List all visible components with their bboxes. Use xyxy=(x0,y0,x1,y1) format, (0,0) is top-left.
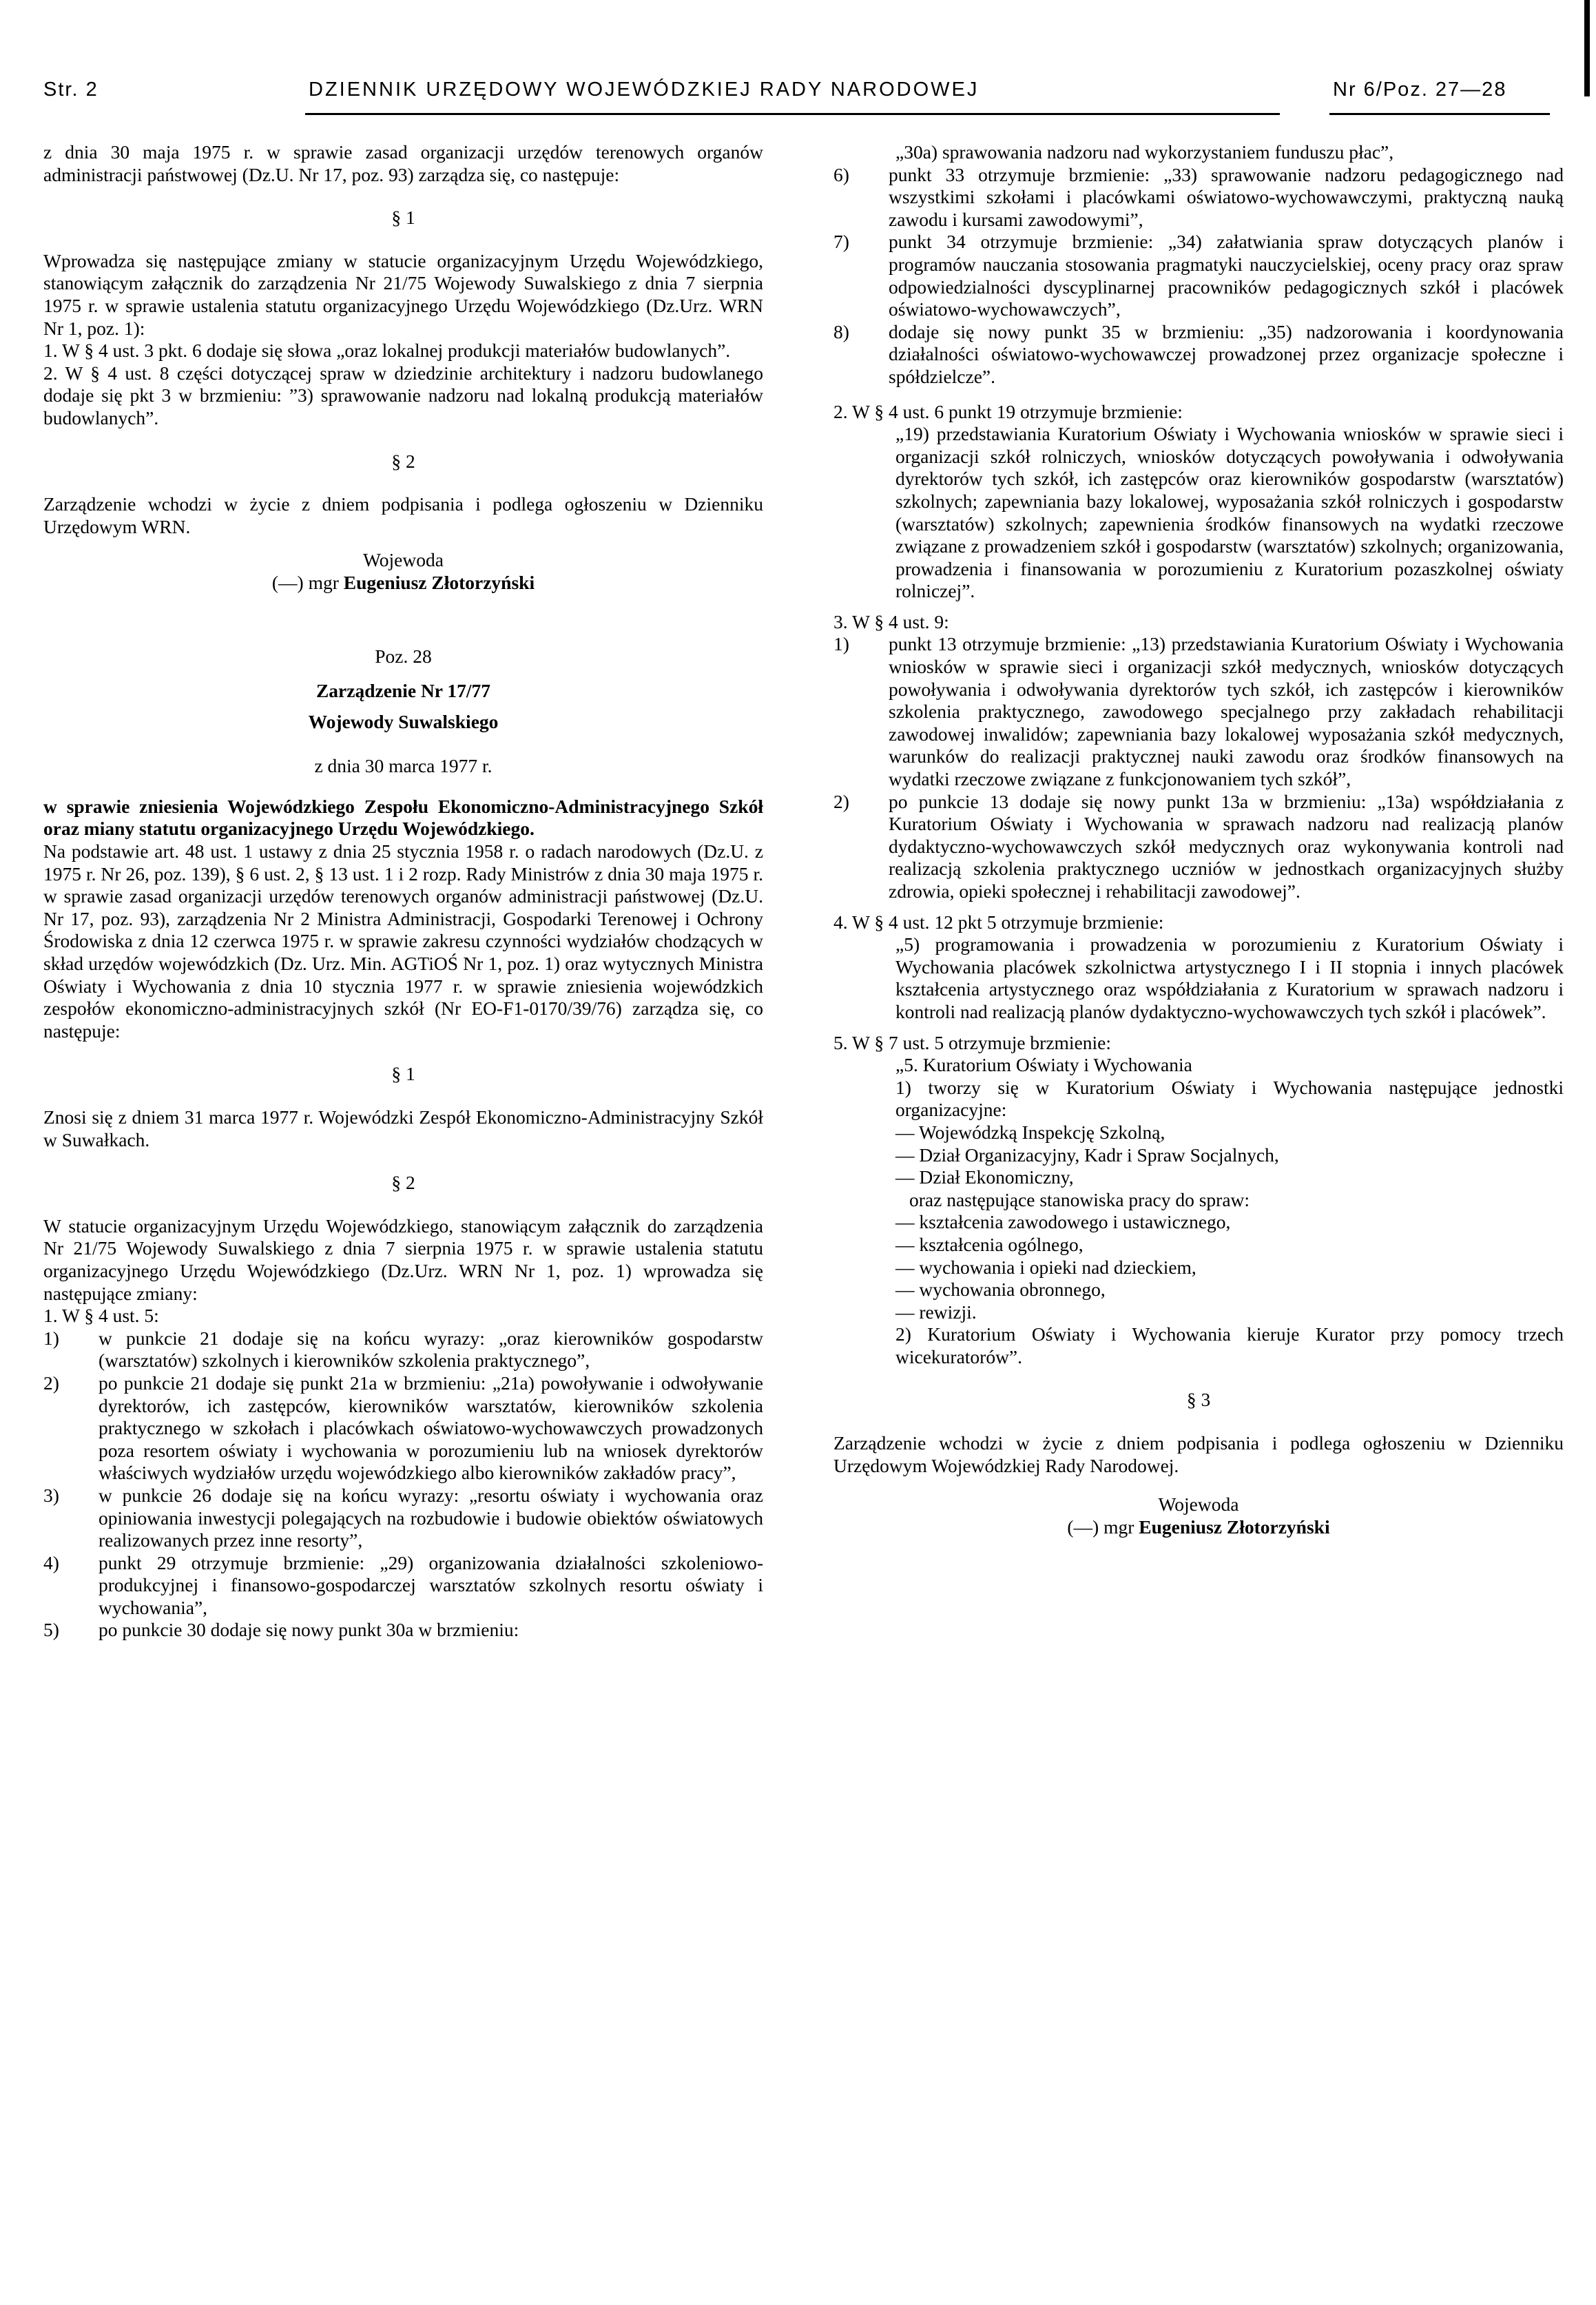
item-number: 6) xyxy=(833,163,849,185)
item-number: 8) xyxy=(833,320,849,342)
act-subject: w sprawie zniesienia Wojewódzkiego Zespołu Ekonomiczno-Administracyjnego Szkół oraz miany statutu organizacyjnego Urzędu Wojewódzkiego. xyxy=(43,795,763,840)
post-item: — wychowania obronnego, xyxy=(895,1279,1106,1301)
section-heading: § 2 xyxy=(391,1172,415,1194)
item-number: 1) xyxy=(43,1327,59,1349)
position-number: Poz. 28 xyxy=(375,645,432,667)
amendment-5-item-1: 1) tworzy się w Kuratorium Oświaty i Wychowania następujące jednostki organizacyjne: xyxy=(895,1076,1564,1121)
running-title: DZIENNIK URZĘDOWY WOJEWÓDZKIEJ RADY NARODOWEJ xyxy=(309,79,980,101)
amendment-list-heading: 1. W § 4 ust. 5: xyxy=(43,1305,159,1327)
item-number: 7) xyxy=(833,231,849,253)
act-date: z dnia 30 marca 1977 r. xyxy=(314,755,493,777)
posts-intro: oraz następujące stanowiska pracy do spraw: xyxy=(909,1188,1250,1210)
list-item xyxy=(43,1372,763,1485)
item-number: 2) xyxy=(833,790,849,812)
header-rule-right xyxy=(1329,113,1550,115)
signature-prefix: (—) mgr xyxy=(271,571,344,593)
list-item xyxy=(833,321,1564,389)
signature-name: Eugeniusz Złotorzyński xyxy=(1139,1516,1330,1538)
section-3-text: Zarządzenie wchodzi w życie z dniem podpisania i podlega ogłoszeniu w Dzienniku Urzędowym Wojewódzkiej Rady Narodowej. xyxy=(833,1432,1564,1476)
section-heading: § 1 xyxy=(391,207,415,229)
unit-item: — Dział Ekonomiczny, xyxy=(895,1166,1074,1188)
item-text: w punkcie 21 dodaje się na końcu wyrazy: „oraz kierowników gospodarstw (warsztatów) szkolnych i kierowników szkolenia praktycznego”, xyxy=(99,1327,763,1372)
amendment-2: 2. W § 4 ust. 8 części dotyczącej spraw w dziedzinie architektury i nadzoru budowlanego dodaje się pkt 3 w brzmieniu: ”3) sprawowanie nadzoru nad lokalną produkcją materiałów budowlanych”. xyxy=(43,362,763,428)
list-item xyxy=(833,633,1564,790)
paragraph-2-text: W statucie organizacyjnym Urzędu Wojewódzkiego, stanowiącym załącznik do zarządzenia Nr 21/75 Wojewody Suwalskiego z dnia 7 sierpnia 1975 r. w sprawie ustalenia statutu organizacyjnego Urzędu Wojewódzkiego (Dz.Urz. WRN Nr 1, poz. 1) wprowadza się następujące zmiany: xyxy=(43,1214,763,1304)
amendment-4-heading: 4. W § 4 ust. 12 pkt 5 otrzymuje brzmienie: xyxy=(833,911,1164,933)
amendment-2-text: „19) przedstawiania Kuratorium Oświaty i Wychowania wniosków w sprawie sieci i organizacji szkół rolniczych, wniosków dotyczących powoływania i odwoływania dyrektorów tych szkół, ich zastępców oraz kierowników gospodarstw (warsztatów) szkolnych; zapewniania bazy lokalowej, wyposażania szkół rolniczych i gospodarstw (warsztatów) szkolnych; zapewnienia środków finansowych na wydatki rzeczowe związane z prowadzeniem szkół i gospodarstw (warsztatów) szkolnych; organizowania, prowadzenia i finansowania w porozumieniu z Kuratorium pozaszkolnej oświaty rolniczej”. xyxy=(895,423,1564,602)
signature xyxy=(833,1516,1564,1539)
item-text: w punkcie 26 dodaje się na końcu wyrazy: „resortu oświaty i wychowania oraz opiniowania inwestycji polegających na rozbudowie i budowie obiektów oświatowych realizowanych przez inne resorty”, xyxy=(99,1484,763,1551)
section-heading: § 3 xyxy=(1186,1389,1211,1411)
signature-prefix: (—) mgr xyxy=(1067,1516,1139,1538)
issue-number: Nr 6/Poz. 27—28 xyxy=(1333,79,1507,101)
intro-text: z dnia 30 maja 1975 r. w sprawie zasad organizacji urzędów terenowych organów administracji państwowej (Dz.U. Nr 17, poz. 93) zarządza się, co następuje: xyxy=(43,141,763,185)
header-rule xyxy=(305,113,1280,115)
list-item xyxy=(43,1327,763,1372)
amendment-3-heading: 3. W § 4 ust. 9: xyxy=(833,610,949,632)
item-text: punkt 13 otrzymuje brzmienie: „13) przedstawiania Kuratorium Oświaty i Wychowania wniosków w sprawie sieci i organizacji szkół medycznych, wniosków dotyczących powoływania i odwoływania dyrektorów tych szkół, ich zastępców i kierowników szkolenia praktycznego, zawodowego specjalnego przy zakładach rehabilitacji zawodowej inwalidów; zapewniania bazy lokalowej wyposażania szkół medycznych, warunków do realizacji praktycznej nauki zawodu oraz środków finansowych na wydatki rzeczowe związane z funkcjonowaniem tych szkół”, xyxy=(889,633,1564,790)
signature-role: Wojewoda xyxy=(1158,1493,1239,1516)
item-number: 2) xyxy=(43,1372,59,1394)
section-2-text: Zarządzenie wchodzi w życie z dniem podpisania i podlega ogłoszeniu w Dzienniku Urzędowym WRN. xyxy=(43,493,763,537)
act-title: Zarządzenie Nr 17/77 xyxy=(315,680,491,702)
post-item: — wychowania i opieki nad dzieckiem, xyxy=(895,1256,1196,1278)
item-text: punkt 34 otrzymuje brzmienie: „34) załatwiania spraw dotyczących planów i programów nauczania stosowania pragmatyki nauczycielskiej, oceny pracy oraz spraw odpowiedzialności dyscyplinarnej pracowników pedagogicznych szkół i placówek oświatowo-wychowawczych”, xyxy=(889,231,1564,320)
item-text: po punkcie 13 dodaje się nowy punkt 13a w brzmieniu: „13a) współdziałania z Kuratorium Oświaty i Wychowania w sprawach nadzoru nad realizacją planów dydaktyczno-wychowawczych szkół medycznych oraz wykonywania kontroli nad realizacją szkolenia praktycznego uczniów w jednostkach organizacyjnych służby zdrowia, opieki społecznej i rehabilitacji zawodowej”. xyxy=(889,790,1564,902)
item-text: dodaje się nowy punkt 35 w brzmieniu: „35) nadzorowania i koordynowania działalności oświatowo-wychowawczej prowadzonej przez organizacje społeczne i spółdzielcze”. xyxy=(889,320,1564,387)
list-item xyxy=(43,1619,763,1642)
right-column xyxy=(833,141,1564,1538)
item-30a: „30a) sprawowania nadzoru nad wykorzystaniem funduszu płac”, xyxy=(895,141,1394,163)
item-text: po punkcie 21 dodaje się punkt 21a w brzmieniu: „21a) powoływanie i odwoływanie dyrektorów, ich zastępców, kierowników warsztatów, kierowników szkolenia praktycznego w szkołach i placówkach oświatowo-wychowawczych prowadzonych poza resortem oświaty i wychowania w porozumieniu lub na wniosek dyrektorów właściwych wydziałów urzędu wojewódzkiego albo kierowników zakładów pracy”, xyxy=(99,1372,763,1484)
post-item: — rewizji. xyxy=(895,1301,977,1323)
section-1-text: Wprowadza się następujące zmiany w statucie organizacyjnym Urzędu Wojewódzkiego, stanowiącym załącznik do zarządzenia Nr 21/75 Wojewody Suwalskiego z dnia 7 sierpnia 1975 r. w sprawie ustalenia statutu organizacyjnego Urzędu Wojewódzkiego (Dz.Urz. WRN Nr 1, poz. 1): xyxy=(43,249,763,339)
signature-role: Wojewoda xyxy=(363,549,444,571)
unit-item: — Dział Organizacyjny, Kadr i Spraw Socjalnych, xyxy=(895,1144,1279,1166)
amendment-5-item-2: 2) Kuratorium Oświaty i Wychowania kieruje Kurator przy pomocy trzech wicekuratorów”. xyxy=(895,1323,1564,1367)
signature xyxy=(43,572,763,595)
scan-edge-mark xyxy=(1584,0,1590,96)
list-item xyxy=(43,1552,763,1620)
item-number: 4) xyxy=(43,1551,59,1573)
item-text: po punkcie 30 dodaje się nowy punkt 30a w brzmieniu: xyxy=(99,1619,519,1641)
item-number: 3) xyxy=(43,1484,59,1506)
item-text: punkt 33 otrzymuje brzmienie: „33) sprawowanie nadzoru pedagogicznego nad wszystkimi szkołami i placówkami oświatowo-wychowawczymi, praktyczną nauką zawodu i kursami zawodowymi”, xyxy=(889,163,1564,230)
amendment-5-heading: 5. W § 7 ust. 5 otrzymuje brzmienie: xyxy=(833,1031,1112,1053)
amendment-5-title: „5. Kuratorium Oświaty i Wychowania xyxy=(895,1054,1192,1076)
unit-item: — Wojewódzką Inspekcję Szkolną, xyxy=(895,1121,1165,1143)
list-item xyxy=(833,164,1564,231)
post-item: — kształcenia ogólnego, xyxy=(895,1233,1084,1255)
list-item xyxy=(43,1485,763,1552)
amendment-4-text: „5) programowania i prowadzenia w porozumieniu z Kuratorium Oświaty i Wychowania placówek szkolnictwa artystycznego I i II stopnia i innych placówek kształcenia artystycznego oraz współdziałania z Kuratorium w sprawach nadzoru i kontroli nad realizacją planów dydaktyczno-wychowawczych tych szkół i placówek”. xyxy=(895,933,1564,1022)
item-number: 5) xyxy=(43,1619,59,1641)
item-number: 1) xyxy=(833,633,849,655)
page-number: Str. 2 xyxy=(43,79,99,101)
list-item xyxy=(833,791,1564,903)
left-column xyxy=(43,141,763,1642)
post-item: — kształcenia zawodowego i ustawicznego, xyxy=(895,1211,1231,1233)
amendment-1: 1. W § 4 ust. 3 pkt. 6 dodaje się słowa „oraz lokalnej produkcji materiałów budowlanych”. xyxy=(43,340,731,362)
signature-name: Eugeniusz Złotorzyński xyxy=(343,571,535,593)
list-item xyxy=(833,231,1564,320)
section-heading: § 1 xyxy=(391,1063,415,1085)
paragraph-1-text: Znosi się z dniem 31 marca 1977 r. Wojewódzki Zespół Ekonomiczno-Administracyjny Szkół w Suwałkach. xyxy=(43,1106,763,1150)
act-issuer: Wojewody Suwalskiego xyxy=(308,710,499,732)
preamble: Na podstawie art. 48 ust. 1 ustawy z dnia 25 stycznia 1958 r. o radach narodowych (Dz.U. z 1975 r. Nr 26, poz. 139), § 6 ust. 2, § 13 ust. 1 i 2 rozp. Rady Ministrów z dnia 30 maja 1975 r. w sprawie zasad organizacji urzędów terenowych organów administracji państwowej (Dz.U. Nr 17, poz. 93), zarządzenia Nr 2 Ministra Administracji, Gospodarki Terenowej i Ochrony Środowiska z dnia 12 czerwca 1975 r. w sprawie zakresu czynności wydziałów chodzących w skład urzędów wojewódzkich (Dz. Urz. Min. AGTiOŚ Nr 1, poz. 1) oraz wytycznych Ministra Oświaty i Wychowania z dnia 10 stycznia 1977 r. w sprawie zniesienia wojewódzkich zespołów ekonomiczno-administracyjnych szkół (Nr EO-F1-0170/39/76) zarządza się, co następuje: xyxy=(43,840,763,1042)
amendment-2-heading: 2. W § 4 ust. 6 punkt 19 otrzymuje brzmienie: xyxy=(833,400,1183,422)
section-heading: § 2 xyxy=(391,450,415,472)
item-text: punkt 29 otrzymuje brzmienie: „29) organizowania działalności szkoleniowo-produkcyjnej i finansowo-gospodarczej warsztatów szkolnych resortu oświaty i wychowania”, xyxy=(99,1551,763,1618)
